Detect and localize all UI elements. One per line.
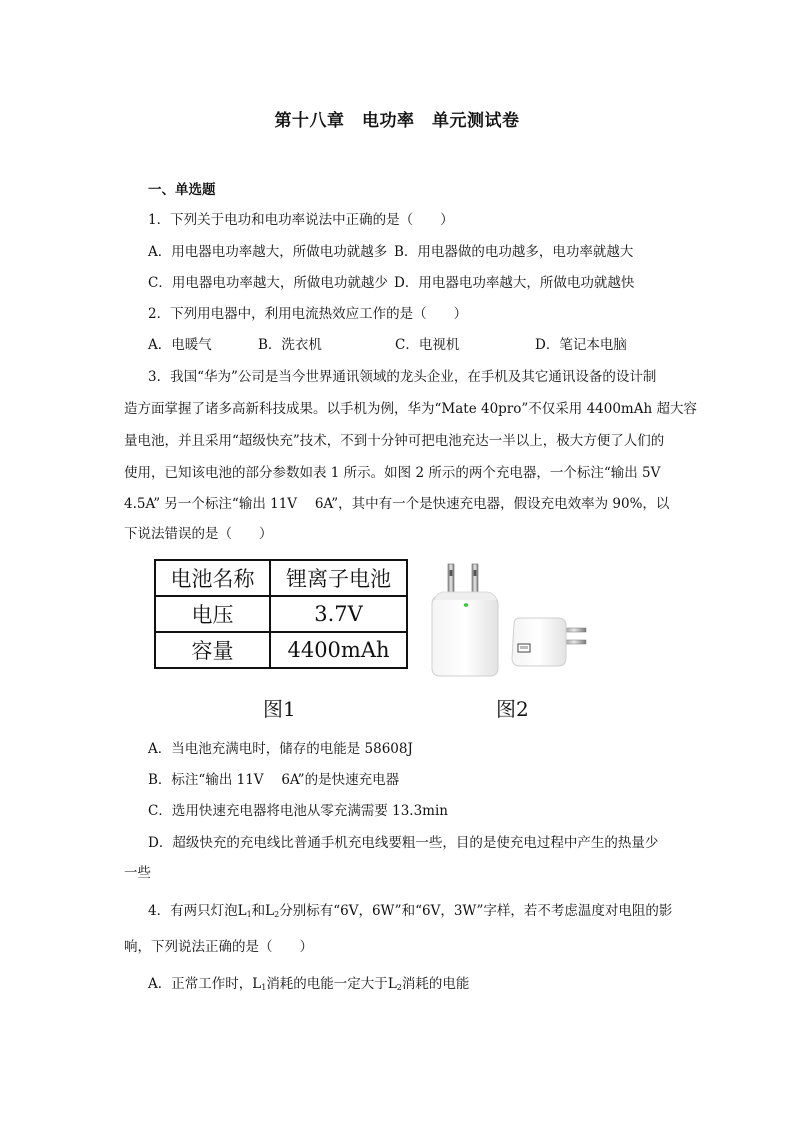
lamp-l1-symbol: L xyxy=(252,976,262,992)
q4-line-1 xyxy=(148,899,672,919)
q4-line-2: 响，下列说法正确的是（ ） xyxy=(124,939,313,955)
q2-stem: 2．下列用电器中，利用电流热效应工作的是（ ） xyxy=(148,306,468,322)
q2-option-a: A．电暖气 xyxy=(148,337,212,353)
q4-option-a xyxy=(148,972,469,992)
battery-parameter-table xyxy=(154,559,408,669)
q3-line-2: 造方面掌握了诸多高新科技成果。以手机为例，华为“Mate 40pro”不仅采用 4400mAh 超大容 xyxy=(124,401,697,417)
lamp-l1-subscript: 1 xyxy=(261,983,267,992)
table-row xyxy=(155,596,407,632)
lamp-l2-symbol: L xyxy=(265,903,275,919)
q4-option-a-text: 消耗的电能 xyxy=(401,976,470,992)
charger-illustration xyxy=(426,556,590,682)
figure-1-label: 图1 xyxy=(263,697,296,721)
q1-option-a: A．用电器电功率越大，所做电功就越多 xyxy=(148,244,388,260)
q2-option-b: B．洗衣机 xyxy=(258,337,322,353)
table-cell: 4400mAh xyxy=(270,632,407,668)
fast-charger-icon xyxy=(432,564,498,676)
lamp-l2-subscript: 2 xyxy=(274,910,280,919)
table-cell: 锂离子电池 xyxy=(270,560,407,596)
table-cell: 电压 xyxy=(155,596,270,632)
figure-2-label: 图2 xyxy=(496,697,529,721)
q1-option-b: B．用电器做的电功越多，电功率就越大 xyxy=(394,244,634,260)
q3-line-6: 下说法错误的是（ ） xyxy=(124,526,273,542)
q3-line-3: 量电池，并且采用“超级快充”技术，不到十分钟可把电池充达一半以上，极大方便了人们的 xyxy=(124,433,665,449)
q2-option-d: D．笔记本电脑 xyxy=(535,337,627,353)
q2-option-c: C．电视机 xyxy=(395,337,460,353)
q3-line-5: 4.5A” 另一个标注“输出 11V 6A”，其中有一个是快速充电器，假设充电效率为 90%，以 xyxy=(124,496,670,512)
q1-option-d: D．用电器电功率越大，所做电功就越快 xyxy=(394,275,635,291)
q3-option-c: C．选用快速充电器将电池从零充满需要 13.3min xyxy=(148,803,448,819)
q4-text: 和 xyxy=(251,903,266,919)
lamp-l2-subscript: 2 xyxy=(396,983,402,992)
lamp-l2-symbol: L xyxy=(387,976,397,992)
lamp-l1-subscript: 1 xyxy=(246,910,252,919)
table-row xyxy=(155,632,407,668)
q3-option-b: B．标注“输出 11V 6A”的是快速充电器 xyxy=(148,772,400,788)
page-title: 第十八章 电功率 单元测试卷 xyxy=(274,111,520,131)
small-charger-icon xyxy=(512,618,586,666)
table-cell: 3.7V xyxy=(270,596,407,632)
section-heading: 一、单选题 xyxy=(148,182,216,198)
q3-line-1: 3．我国“华为”公司是当今世界通讯领域的龙头企业，在手机及其它通讯设备的设计制 xyxy=(148,369,657,385)
q4-option-a-text: 消耗的电能一定大于 xyxy=(266,976,388,992)
q3-option-d-continued: 一些 xyxy=(124,865,151,881)
q4-option-a-text: A．正常工作时， xyxy=(148,976,253,992)
q1-stem: 1．下列关于电功和电功率说法中正确的是（ ） xyxy=(148,212,454,228)
q3-line-4: 使用，已知该电池的部分参数如表 1 所示。如图 2 所示的两个充电器，一个标注“输出 5V xyxy=(124,465,661,481)
q3-option-a: A．当电池充满电时，储存的电能是 58608J xyxy=(148,741,413,757)
table-cell: 容量 xyxy=(155,632,270,668)
table-cell: 电池名称 xyxy=(155,560,270,596)
q1-option-c: C．用电器电功率越大，所做电功就越少 xyxy=(148,275,388,291)
q4-text: 4．有两只灯泡 xyxy=(148,903,238,919)
table-row xyxy=(155,560,407,596)
q3-option-d: D．超级快充的充电线比普通手机充电线要粗一些，目的是使充电过程中产生的热量少 xyxy=(148,835,659,851)
lamp-l1-symbol: L xyxy=(237,903,247,919)
q4-text: 分别标有“6V，6W”和“6V，3W”字样，若不考虑温度对电阻的影 xyxy=(279,903,673,919)
